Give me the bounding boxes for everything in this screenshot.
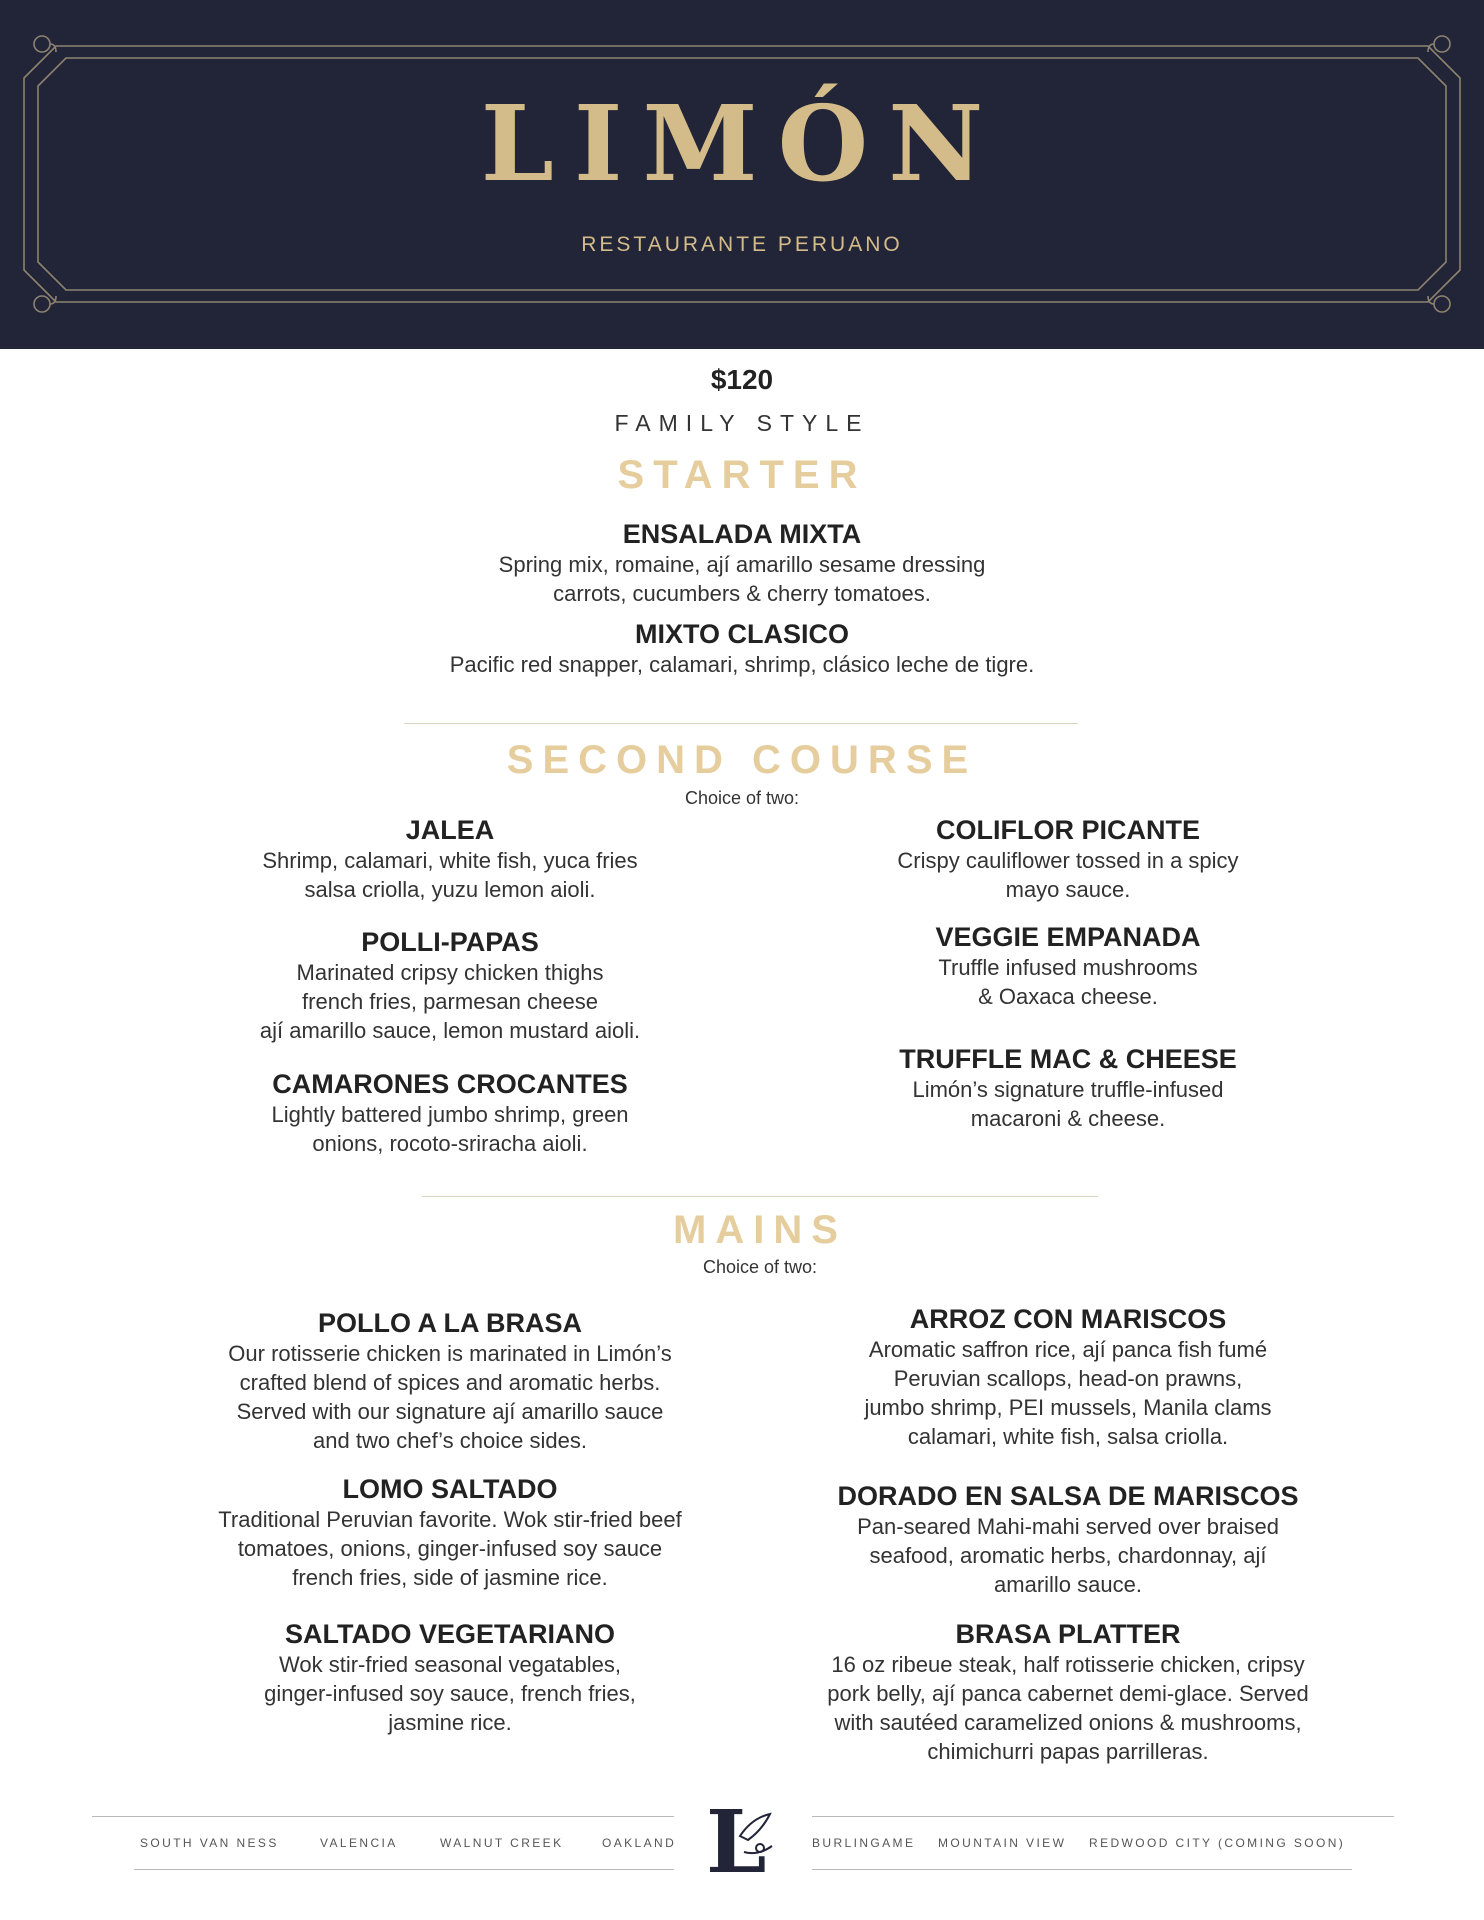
item-description: mayo sauce.	[1005, 877, 1131, 902]
menu-item	[818, 1043, 1318, 1133]
location-mountain-view: MOUNTAIN VIEW	[938, 1836, 1067, 1850]
section-title-second-course: SECOND COURSE	[506, 738, 978, 782]
footer-l-monogram-logo	[700, 1796, 786, 1887]
item-name: ENSALADA MIXTA	[622, 519, 862, 549]
choice-note: Choice of two:	[684, 788, 800, 808]
section-title-mains: MAINS	[673, 1208, 847, 1252]
menu-item	[180, 1307, 720, 1455]
service-style: FAMILY STYLE	[614, 410, 870, 436]
item-name: POLLI-PAPAS	[361, 927, 539, 957]
monogram-letter: L	[706, 1796, 767, 1882]
item-name: SALTADO VEGETARIANO	[285, 1619, 615, 1649]
item-description: ají amarillo sauce, lemon mustard aioli.	[259, 1018, 641, 1043]
item-description: seafood, aromatic herbs, chardonnay, ají	[869, 1543, 1267, 1568]
item-name: ARROZ CON MARISCOS	[909, 1304, 1227, 1334]
menu-item	[200, 1068, 700, 1158]
menu-price: $120	[710, 364, 774, 395]
footer-rule	[134, 1869, 674, 1870]
menu-item	[818, 814, 1318, 904]
item-description: Pan-seared Mahi-mahi served over braised	[857, 1514, 1279, 1539]
item-description: carrots, cucumbers & cherry tomatoes.	[553, 581, 931, 606]
item-description: Marinated cripsy chicken thighs	[296, 960, 604, 985]
item-name: CAMARONES CROCANTES	[272, 1069, 628, 1099]
menu-item	[180, 1473, 720, 1592]
item-name: POLLO A LA BRASA	[318, 1308, 582, 1338]
location-oakland: OAKLAND	[602, 1836, 677, 1850]
item-description: crafted blend of spices and aromatic herbs.	[239, 1370, 661, 1395]
menu-item	[342, 618, 1142, 679]
item-name: MIXTO CLASICO	[634, 619, 849, 649]
item-name: COLIFLOR PICANTE	[936, 815, 1200, 845]
item-description: jasmine rice.	[388, 1710, 512, 1735]
item-description: & Oaxaca cheese.	[978, 984, 1158, 1009]
item-description: Peruvian scallops, head-on prawns,	[893, 1366, 1243, 1391]
menu-item	[768, 1618, 1368, 1766]
location-walnut-creek: WALNUT CREEK	[440, 1836, 564, 1850]
item-name: DORADO EN SALSA DE MARISCOS	[837, 1481, 1299, 1511]
item-description: calamari, white fish, salsa criolla.	[907, 1424, 1229, 1449]
item-description: onions, rocoto-sriracha aioli.	[312, 1131, 588, 1156]
item-description: pork belly, ají panca cabernet demi-glace. Served	[827, 1681, 1309, 1706]
restaurant-subtitle: RESTAURANTE PERUANO	[581, 233, 903, 256]
menu-header	[0, 0, 1484, 349]
item-description: Lightly battered jumbo shrimp, green	[271, 1102, 629, 1127]
item-name: TRUFFLE MAC & CHEESE	[899, 1044, 1237, 1074]
item-description: french fries, parmesan cheese	[302, 989, 598, 1014]
item-description: 16 oz ribeue steak, half rotisserie chicken, cripsy	[831, 1652, 1305, 1677]
item-description: salsa criolla, yuzu lemon aioli.	[304, 877, 596, 902]
item-name: LOMO SALTADO	[342, 1474, 558, 1504]
section-divider	[422, 1196, 1098, 1197]
choice-note: Choice of two:	[702, 1257, 818, 1277]
item-description: Spring mix, romaine, ají amarillo sesame dressing	[498, 552, 986, 577]
item-description: macaroni & cheese.	[970, 1106, 1166, 1131]
menu-item	[768, 1303, 1368, 1451]
menu-item	[342, 518, 1142, 608]
location-south-van-ness: SOUTH VAN NESS	[140, 1836, 279, 1850]
footer-rule	[92, 1816, 674, 1817]
item-name: VEGGIE EMPANADA	[935, 922, 1201, 952]
menu-item	[180, 1618, 720, 1737]
footer-rule	[812, 1869, 1352, 1870]
item-description: Crispy cauliflower tossed in a spicy	[897, 848, 1239, 873]
section-title-starter: STARTER	[617, 453, 867, 497]
item-description: Our rotisserie chicken is marinated in Limón’s	[228, 1341, 672, 1366]
item-description: jumbo shrimp, PEI mussels, Manila clams	[864, 1395, 1272, 1420]
item-description: Traditional Peruvian favorite. Wok stir-fried beef	[218, 1507, 682, 1532]
item-description: amarillo sauce.	[994, 1572, 1142, 1597]
item-description: chimichurri papas parrilleras.	[927, 1739, 1209, 1764]
item-description: Truffle infused mushrooms	[938, 955, 1198, 980]
item-description: ginger-infused soy sauce, french fries,	[264, 1681, 636, 1706]
section-divider	[404, 723, 1078, 724]
location-burlingame: BURLINGAME	[812, 1836, 916, 1850]
item-description: Aromatic saffron rice, ají panca fish fumé	[868, 1337, 1268, 1362]
item-description: Shrimp, calamari, white fish, yuca fries	[262, 848, 638, 873]
item-name: BRASA PLATTER	[955, 1619, 1181, 1649]
item-description: Served with our signature ají amarillo sauce	[236, 1399, 664, 1424]
item-description: and two chef’s choice sides.	[313, 1428, 587, 1453]
item-description: Pacific red snapper, calamari, shrimp, clásico leche de tigre.	[449, 652, 1035, 677]
menu-item	[818, 921, 1318, 1011]
menu-item	[768, 1480, 1368, 1599]
item-name: JALEA	[405, 815, 495, 845]
menu-item	[200, 926, 700, 1045]
restaurant-logo-title: LIMÓN	[480, 82, 1004, 205]
item-description: Wok stir-fried seasonal vegatables,	[279, 1652, 621, 1677]
item-description: with sautéed caramelized onions & mushrooms,	[834, 1710, 1302, 1735]
item-description: Limón’s signature truffle-infused	[912, 1077, 1224, 1102]
menu-item	[200, 814, 700, 904]
footer-rule	[812, 1816, 1394, 1817]
item-description: tomatoes, onions, ginger-infused soy sauce	[237, 1536, 663, 1561]
item-description: french fries, side of jasmine rice.	[292, 1565, 608, 1590]
location-valencia: VALENCIA	[320, 1836, 398, 1850]
location-redwood-city: REDWOOD CITY (COMING SOON)	[1089, 1836, 1346, 1850]
